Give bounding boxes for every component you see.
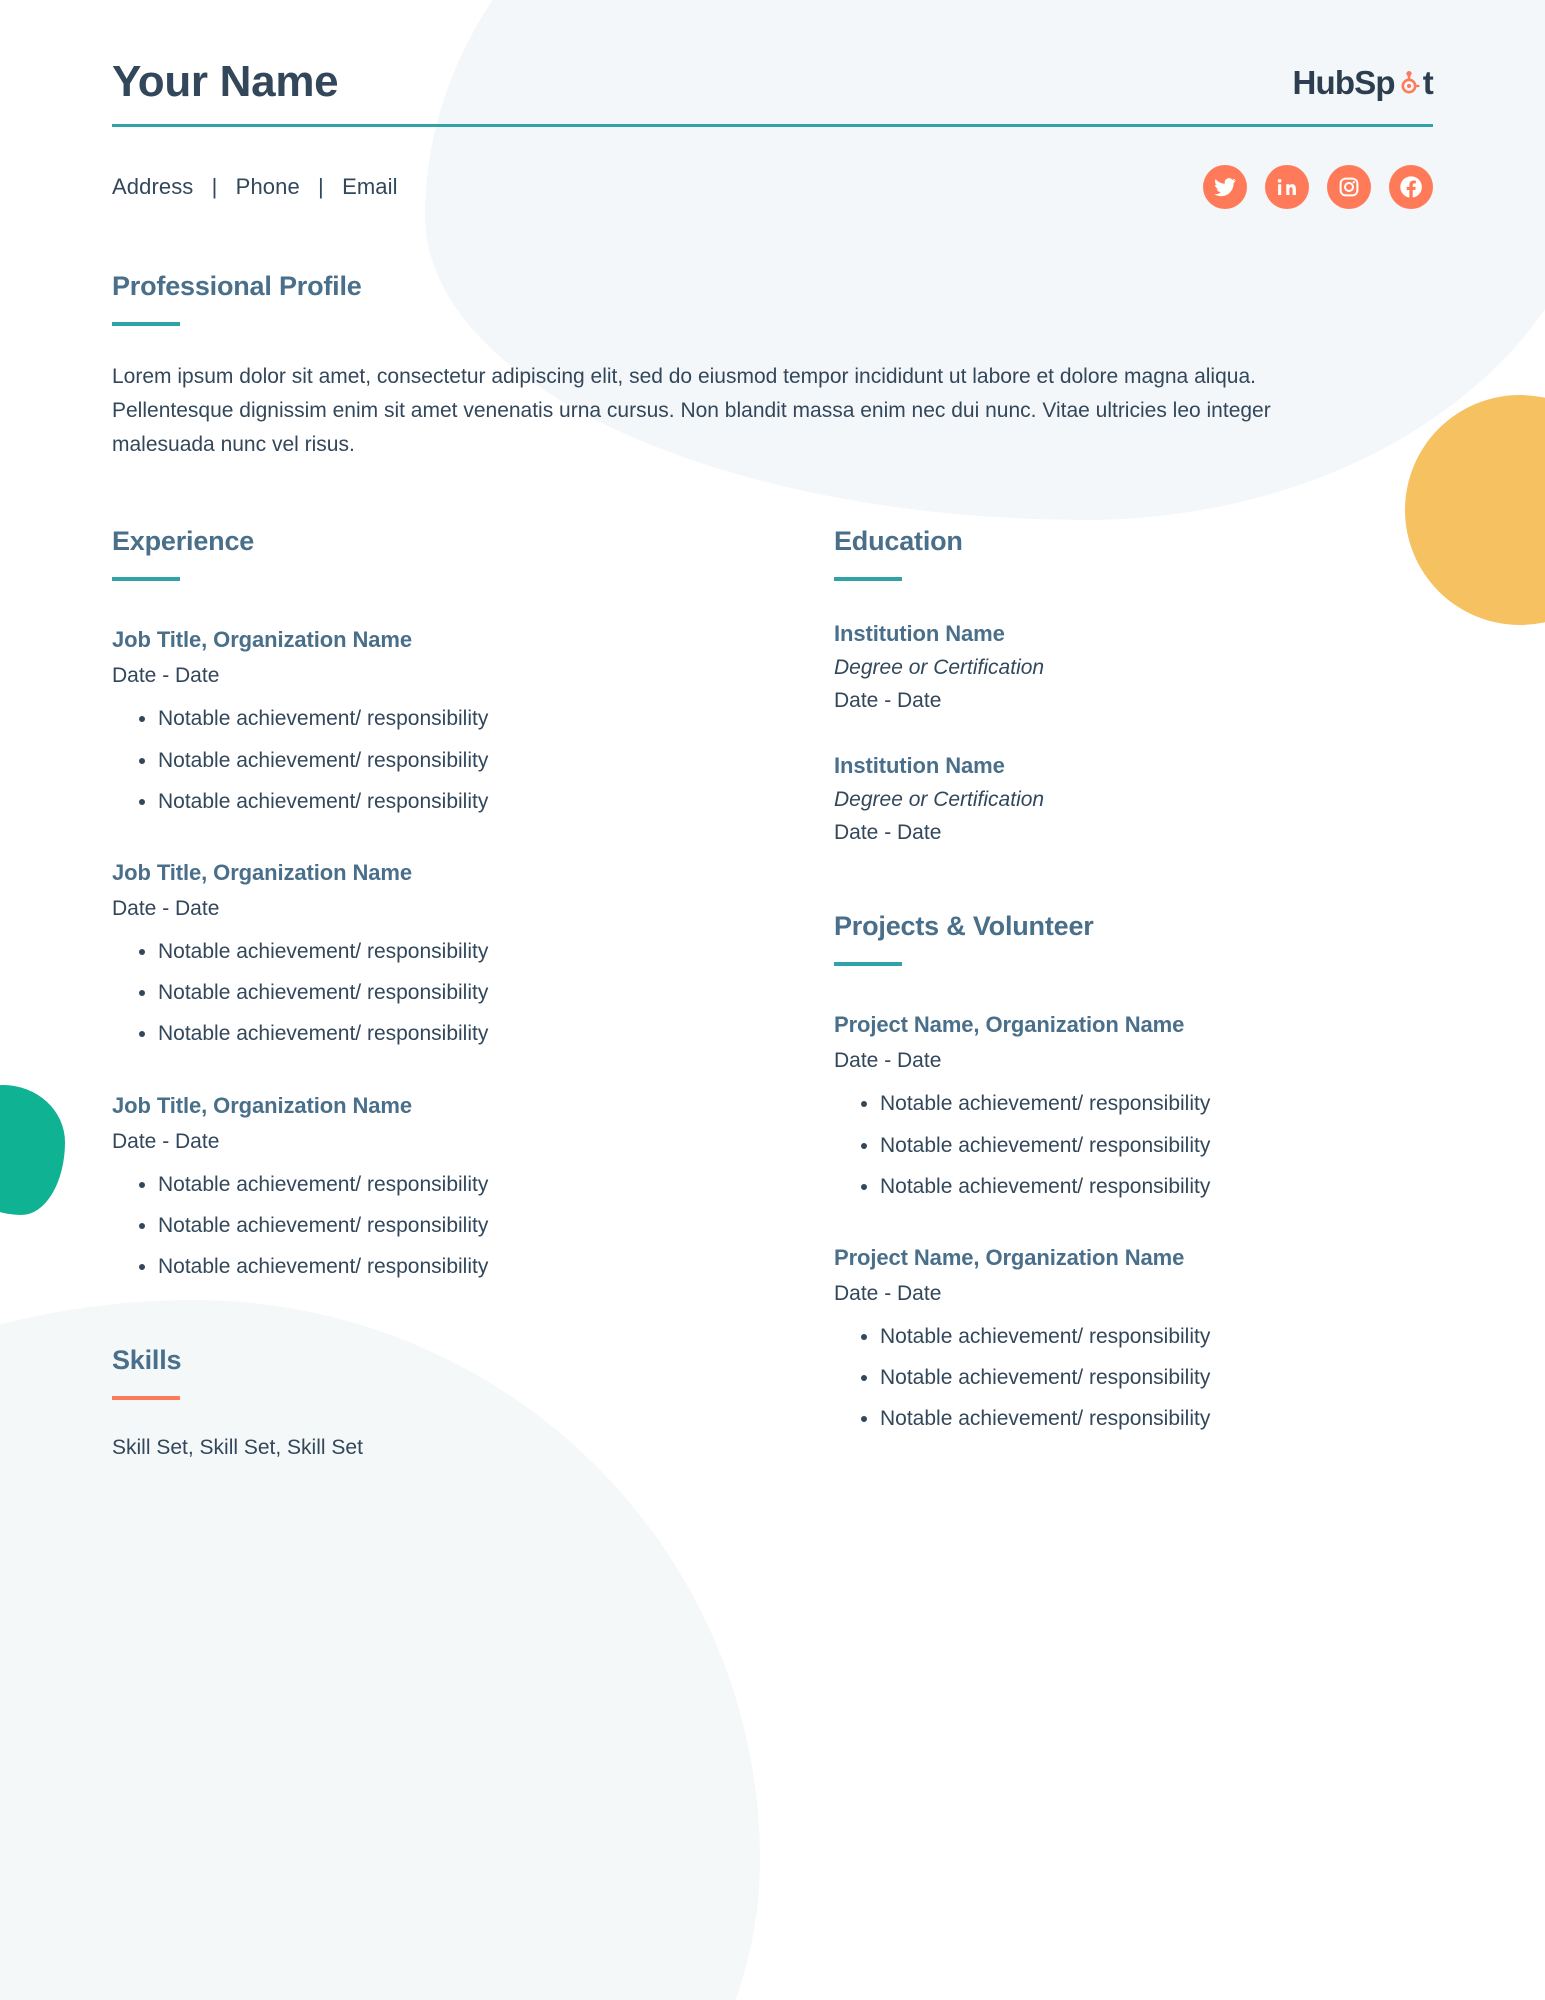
degree-name: Degree or Certification [834, 788, 1045, 812]
project-dates: Date - Date [834, 1049, 942, 1073]
degree-name: Degree or Certification [834, 656, 1045, 680]
professional-profile-body: Lorem ipsum dolor sit amet, consectetur adipiscing elit, sed do eiusmod tempor incididunt ut labore et dolore magna aliqua. Pellentesque dignissim enim sit amet venenatis urna cursus. Non blandit massa enim nec dui nunc. Vitae ultricies leo integer malesuada nunc vel risus. [112, 365, 1271, 457]
resume-body [112, 526, 1433, 1460]
job-title: Job Title, Organization Name [112, 627, 412, 653]
list-item: • Notable achievement/ responsibility [880, 1365, 1432, 1390]
education-entry [834, 753, 1432, 845]
list-item: • Notable achievement/ responsibility [880, 1406, 1432, 1431]
project-title: Project Name, Organization Name [834, 1245, 1185, 1270]
contact-separator-2: | [318, 174, 324, 200]
left-column [112, 526, 812, 1460]
section-underline [834, 962, 902, 966]
professional-profile-heading: Professional Profile [112, 271, 362, 302]
list-item: • Notable achievement/ responsibility [158, 1213, 782, 1238]
project-bullets [834, 1091, 1432, 1199]
list-item: • Notable achievement/ responsibility [880, 1174, 1432, 1199]
instagram-icon[interactable] [1327, 165, 1371, 209]
section-underline [112, 322, 180, 326]
list-item: • Notable achievement/ responsibility [158, 1172, 782, 1197]
facebook-icon[interactable] [1389, 165, 1433, 209]
page-title: Your Name [112, 57, 339, 106]
list-item: • Notable achievement/ responsibility [880, 1091, 1432, 1116]
contact-email: Email [342, 174, 398, 200]
education-dates: Date - Date [834, 689, 942, 713]
contact-row [112, 165, 1433, 209]
experience-entry [112, 627, 782, 814]
social-links [1203, 165, 1433, 209]
contact-phone: Phone [235, 174, 300, 200]
project-bullets [834, 1324, 1432, 1432]
project-entry [834, 1012, 1432, 1199]
list-item: • Notable achievement/ responsibility [158, 789, 782, 814]
list-item: • Notable achievement/ responsibility [158, 748, 782, 773]
professional-profile-section [112, 271, 1433, 462]
contact-separator-1: | [211, 174, 218, 200]
section-underline [112, 577, 180, 581]
job-bullets [112, 1172, 782, 1280]
list-item: • Notable achievement/ responsibility [158, 980, 782, 1005]
logo-text-right: t [1422, 64, 1433, 102]
section-underline [834, 577, 902, 581]
experience-entry [112, 1093, 782, 1280]
hubspot-logo [1292, 64, 1433, 106]
education-heading: Education [834, 526, 963, 557]
experience-section [112, 526, 782, 1279]
education-section [834, 526, 1432, 845]
job-title: Job Title, Organization Name [112, 1092, 412, 1118]
institution-name: Institution Name [834, 753, 1005, 779]
education-entry [834, 621, 1432, 713]
list-item: • Notable achievement/ responsibility [158, 939, 782, 964]
experience-heading: Experience [112, 526, 255, 557]
list-item: • Notable achievement/ responsibility [158, 1254, 782, 1279]
experience-entry [112, 860, 782, 1047]
project-dates: Date - Date [834, 1282, 942, 1305]
skills-list: Skill Set, Skill Set, Skill Set [112, 1436, 363, 1460]
skills-section [112, 1345, 782, 1460]
education-dates: Date - Date [834, 821, 942, 845]
twitter-icon[interactable] [1203, 165, 1247, 209]
job-dates: Date - Date [112, 1129, 220, 1153]
list-item: • Notable achievement/ responsibility [158, 1021, 782, 1046]
list-item: • Notable achievement/ responsibility [880, 1324, 1432, 1349]
project-entry [834, 1245, 1432, 1432]
right-column [812, 526, 1432, 1460]
linkedin-icon[interactable] [1265, 165, 1309, 209]
sprocket-icon [1396, 68, 1422, 98]
job-bullets [112, 706, 782, 814]
job-title: Job Title, Organization Name [112, 860, 412, 885]
institution-name: Institution Name [834, 621, 1005, 647]
section-underline [112, 1396, 180, 1400]
projects-section [834, 911, 1432, 1431]
contact-address: Address [112, 174, 194, 200]
job-dates: Date - Date [112, 897, 220, 920]
list-item: • Notable achievement/ responsibility [158, 706, 782, 731]
logo-text-left: HubSp [1292, 64, 1395, 102]
list-item: • Notable achievement/ responsibility [880, 1133, 1432, 1158]
job-dates: Date - Date [112, 664, 220, 688]
contact-info [112, 174, 398, 200]
header-divider [112, 124, 1433, 127]
skills-heading: Skills [112, 1345, 182, 1376]
resume-header [112, 0, 1433, 124]
job-bullets [112, 939, 782, 1047]
projects-heading: Projects & Volunteer [834, 911, 1094, 942]
project-title: Project Name, Organization Name [834, 1012, 1185, 1038]
